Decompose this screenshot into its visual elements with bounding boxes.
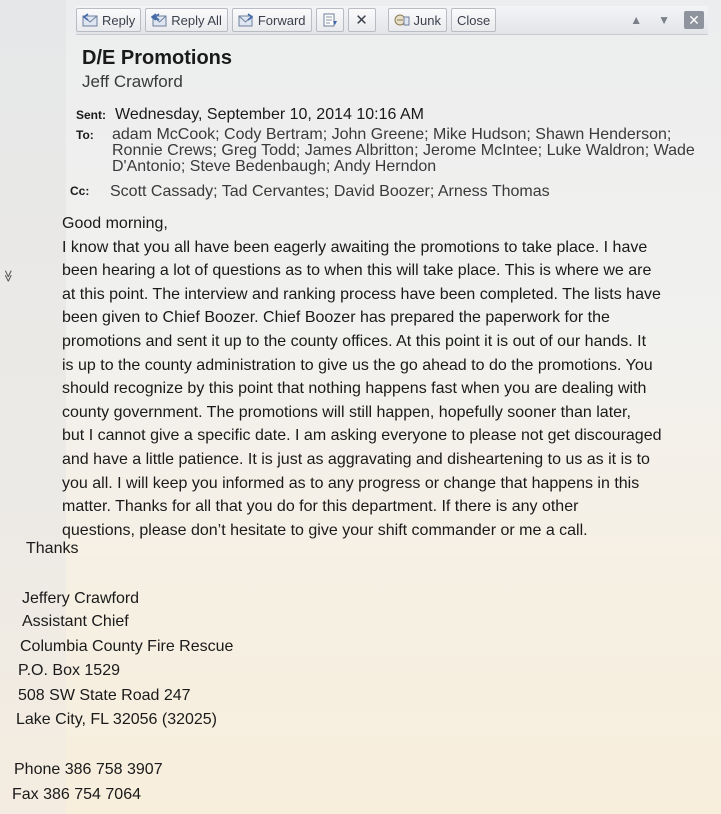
body-line: should recognize by this point that nothing happens fast when you are dealing with: [62, 380, 647, 398]
reply-button[interactable]: [76, 8, 141, 32]
close-button[interactable]: [451, 8, 496, 32]
reply-label: Reply: [102, 12, 136, 28]
cc-recipients[interactable]: Scott Cassady; Tad Cervantes; David Boozer; Arness Thomas: [110, 183, 550, 200]
window-close-icon[interactable]: ✕: [684, 11, 704, 29]
close-label: Close: [456, 12, 491, 28]
reply-all-icon: [151, 13, 167, 27]
signature-title: Assistant Chief: [22, 613, 129, 630]
body-line: and have a little patience. It is just as aggravating and disheartening to us as it is to: [62, 450, 650, 468]
email-body: [62, 212, 717, 542]
signature-street: 508 SW State Road 247: [18, 687, 191, 704]
previous-message-icon[interactable]: ▲: [630, 13, 643, 27]
body-line: promotions and sent it up to the county offices. At this point it is out of our hands. It: [62, 332, 647, 350]
signature-city: Lake City, FL 32056 (32025): [16, 711, 218, 728]
move-to-folder-button[interactable]: [316, 8, 344, 32]
body-line: matter. Thanks for all that you do for this department. If there is any other: [62, 498, 579, 516]
email-sender[interactable]: Jeff Crawford: [82, 72, 183, 91]
junk-icon: [394, 13, 410, 27]
body-line: county government. The promotions will still happen, hopefully sooner than later,: [62, 403, 631, 421]
body-paragraph: [62, 236, 717, 543]
to-label: To:: [76, 128, 94, 142]
reply-all-label: Reply All: [171, 12, 222, 28]
message-toolbar: [76, 6, 708, 35]
body-line: at this point. The interview and ranking process have been completed. The lists have: [62, 285, 661, 303]
email-subject: D/E Promotions: [82, 47, 233, 69]
signature-org: Columbia County Fire Rescue: [20, 638, 234, 655]
body-line: I know that you all have been eagerly awaiting the promotions to take place. I have: [62, 238, 648, 256]
sent-label: Sent:: [76, 108, 106, 122]
forward-button[interactable]: [232, 8, 312, 32]
to-recipients[interactable]: adam McCook; Cody Bertram; John Greene; Mike Hudson; Shawn Henderson; Ronnie Crews; Greg Todd; James Albritton; Jerome McIntee; Luke Waldron; Wade D'Antonio; Steve Bedenbaugh; Andy Herndon: [112, 126, 695, 175]
next-message-icon[interactable]: ▼: [658, 13, 670, 27]
body-line: but I cannot give a specific date. I am asking everyone to please not get discouraged: [62, 427, 662, 445]
sent-value: Wednesday, September 10, 2014 10:16 AM: [115, 106, 424, 123]
body-line: been given to Chief Boozer. Chief Boozer has prepared the paperwork for the: [62, 309, 610, 327]
forward-label: Forward: [257, 12, 306, 28]
body-line: questions, please don’t hesitate to give your shift commander or me a call.: [62, 521, 588, 539]
collapse-chevron-icon[interactable]: ≫: [1, 269, 16, 283]
reply-all-button[interactable]: [145, 8, 228, 32]
delete-icon: ✕: [355, 12, 368, 29]
reply-icon: [82, 13, 98, 27]
move-to-folder-icon: [322, 13, 338, 27]
forward-icon: [238, 13, 254, 27]
signature-name: Jeffery Crawford: [22, 590, 140, 607]
delete-button[interactable]: [348, 8, 376, 32]
greeting: Good morning,: [62, 215, 168, 232]
body-line: you all. I will keep you informed as to any progress or change that happens in this: [62, 474, 640, 492]
junk-label: Junk: [413, 12, 441, 28]
closing: Thanks: [26, 540, 79, 557]
cc-label: Cc:: [70, 184, 90, 198]
signature-phone: Phone 386 758 3907: [14, 761, 163, 778]
signature-fax: Fax 386 754 7064: [12, 786, 141, 803]
body-line: is up to the county administration to give us the go ahead to do the promotions. You: [62, 356, 653, 374]
junk-button[interactable]: [388, 8, 447, 32]
signature-po-box: P.O. Box 1529: [18, 662, 120, 679]
body-line: been hearing a lot of questions as to when this will take place. This is where we are: [62, 262, 652, 280]
